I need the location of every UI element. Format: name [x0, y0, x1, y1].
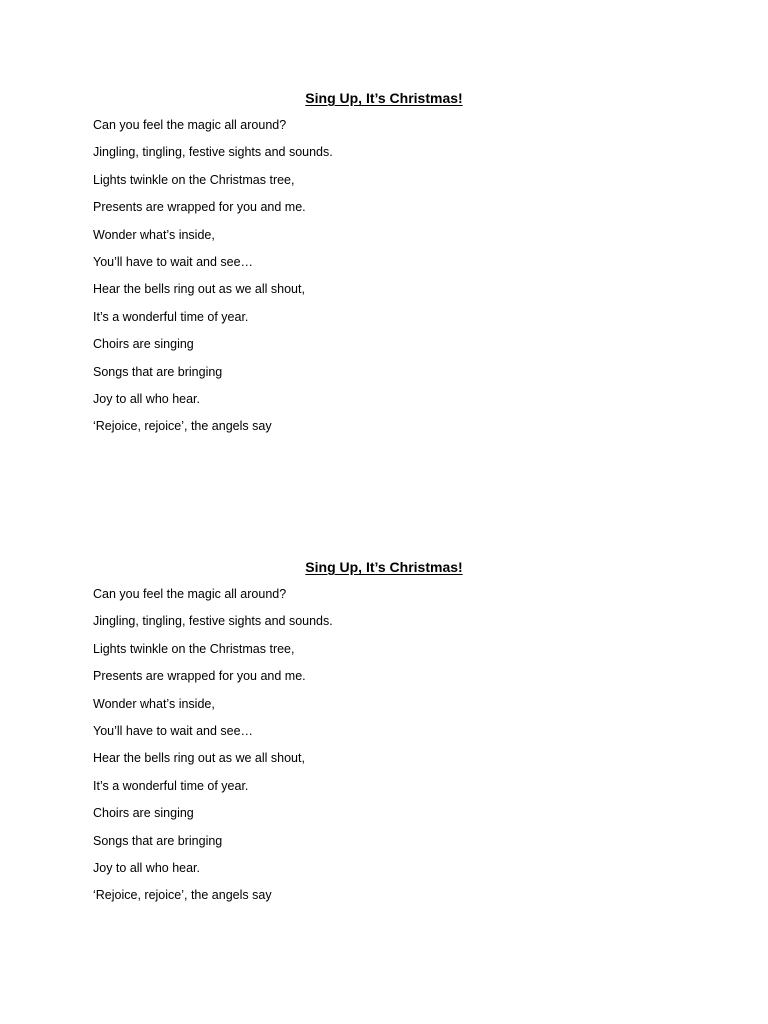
song-title: Sing Up, It’s Christmas!	[305, 90, 463, 106]
lyric-line: Hear the bells ring out as we all shout,	[93, 751, 305, 766]
lyric-line: Presents are wrapped for you and me.	[93, 200, 306, 215]
lyric-line: You’ll have to wait and see…	[93, 723, 254, 738]
lyrics-block-1	[0, 88, 768, 445]
lyric-line: Wonder what’s inside,	[93, 696, 215, 711]
lyric-line: Lights twinkle on the Christmas tree,	[93, 641, 295, 656]
lyric-line: Joy to all who hear.	[93, 391, 201, 406]
lyric-line: It’s a wonderful time of year.	[93, 309, 249, 324]
lyric-line: It’s a wonderful time of year.	[93, 778, 249, 793]
lyric-line: Songs that are bringing	[93, 364, 223, 379]
lyric-line: ‘Rejoice, rejoice’, the angels say	[93, 888, 272, 903]
lyric-line: Presents are wrapped for you and me.	[93, 669, 306, 684]
lyric-line: You’ll have to wait and see…	[93, 254, 254, 269]
song-title: Sing Up, It’s Christmas!	[305, 559, 463, 575]
lyric-line: Choirs are singing	[93, 337, 194, 352]
lyric-line: Can you feel the magic all around?	[93, 587, 287, 601]
lyric-line: Hear the bells ring out as we all shout,	[93, 282, 305, 297]
lyric-line: Lights twinkle on the Christmas tree,	[93, 172, 295, 187]
lyric-line: Jingling, tingling, festive sights and sounds.	[93, 614, 333, 629]
lyrics-block-2	[0, 557, 768, 914]
lyric-line: Wonder what’s inside,	[93, 227, 215, 242]
lyrics-lines	[0, 116, 768, 445]
lyric-line: ‘Rejoice, rejoice’, the angels say	[93, 419, 272, 434]
lyric-line: Joy to all who hear.	[93, 860, 201, 875]
lyrics-lines	[0, 585, 768, 914]
lyric-line: Can you feel the magic all around?	[93, 118, 287, 132]
lyric-line: Choirs are singing	[93, 806, 194, 821]
lyric-line: Songs that are bringing	[93, 833, 223, 848]
lyric-line: Jingling, tingling, festive sights and sounds.	[93, 145, 333, 160]
